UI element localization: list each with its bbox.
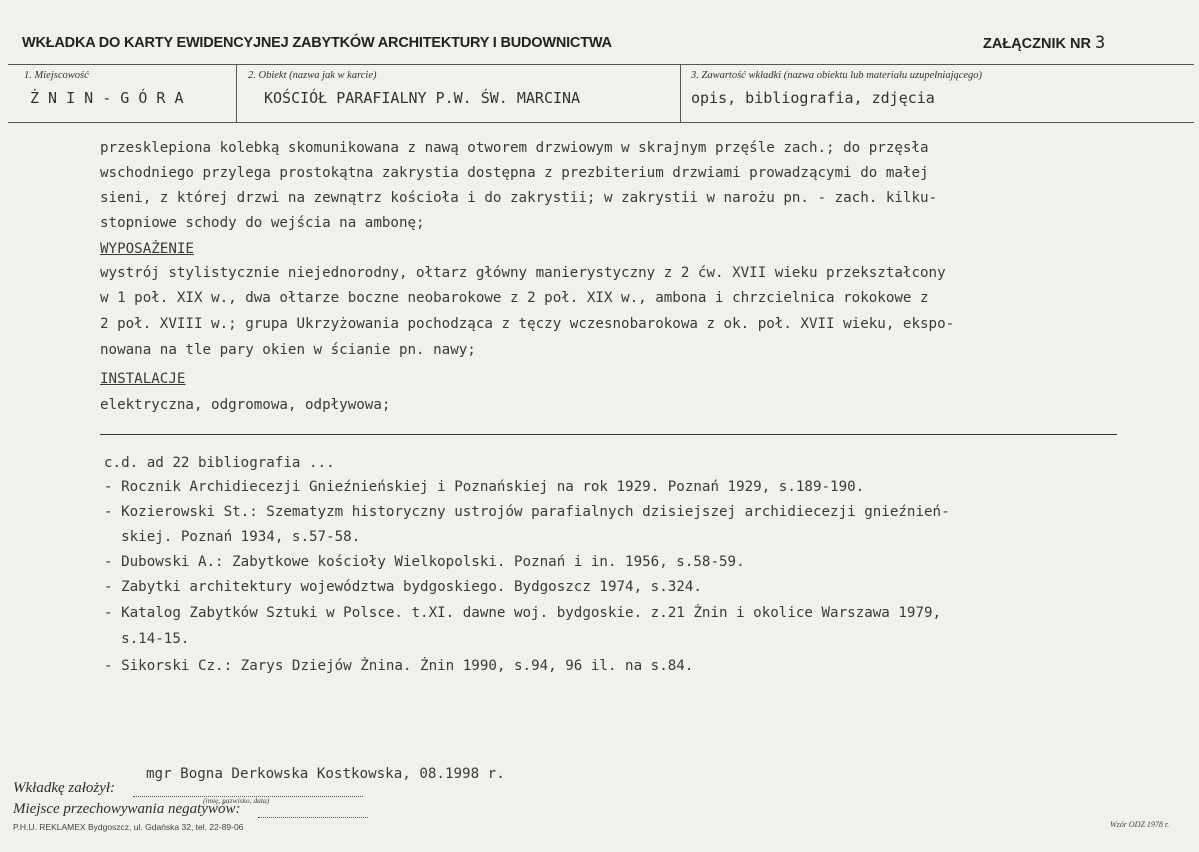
field-divider [680, 64, 681, 122]
object-label: 2. Obiekt (nazwa jak w karcie) [248, 70, 377, 81]
contents-label: 3. Zawartość wkładki (nazwa obiektu lub materiału uzupełniającego) [691, 70, 983, 81]
bibliography-entry: - Rocznik Archidiecezji Gnieźnieńskiej i Poznańskiej na rok 1929. Poznań 1929, s.189-190. [104, 479, 865, 495]
description-line: wschodniego przylega prostokątna zakrystia dostępna z prezbiterium drzwiami prowadzącymi do małej [100, 165, 929, 181]
header-rule-bottom [8, 122, 1194, 123]
bibliography-entry: - Katalog Zabytków Sztuki w Polsce. t.XI. dawne woj. bydgoskie. z.21 Żnin i okolice Warszawa 1979, [104, 605, 942, 621]
description-line: stopniowe schody do wejścia na ambonę; [100, 215, 425, 231]
annex-number [983, 33, 1105, 53]
bibliography-entry: - Dubowski A.: Zabytkowe kościoły Wielkopolski. Poznań i in. 1956, s.58-59. [104, 554, 745, 570]
section-heading-installations: INSTALACJE [100, 371, 186, 387]
author-hint: (imię, nazwisko, data) [203, 796, 270, 805]
locality-value: Ż N I N - G Ó R A [30, 89, 184, 107]
bibliography-entry: - Sikorski Cz.: Zarys Dziejów Żnina. Żnin 1990, s.94, 96 il. na s.84. [104, 658, 694, 674]
annex-label: ZAŁĄCZNIK NR [983, 36, 1091, 52]
description-line: nowana na tle pary okien w ścianie pn. nawy; [100, 342, 476, 358]
bibliography-entry: - Zabytki architektury województwa bydgoskiego. Bydgoszcz 1974, s.324. [104, 579, 702, 595]
section-divider [100, 434, 1117, 435]
negatives-label: Miejsce przechowywania negatywów: [13, 801, 241, 817]
section-heading-equipment: WYPOSAŻENIE [100, 241, 194, 257]
contents-value: opis, bibliografia, zdjęcia [691, 89, 935, 107]
description-line: sieni, z której drzwi na zewnątrz kościoła i do zakrystii; w zakrystii w narożu pn. - zach. kilku- [100, 190, 938, 206]
description-line: elektryczna, odgromowa, odpływowa; [100, 397, 391, 413]
bibliography-intro: c.d. ad 22 bibliografia ... [104, 455, 335, 471]
bibliography-entry: - Kozierowski St.: Szematyzm historyczny ustrojów parafialnych dzisiejszej archidiecezji gnieźnień- [104, 504, 950, 520]
form-title: WKŁADKA DO KARTY EWIDENCYJNEJ ZABYTKÓW ARCHITEKTURY I BUDOWNICTWA [22, 35, 612, 51]
annex-number-value: 3 [1094, 33, 1106, 53]
object-value: KOŚCIÓŁ PARAFIALNY P.W. ŚW. MARCINA [264, 89, 581, 107]
field-divider [236, 64, 237, 122]
description-line: wystrój stylistycznie niejednorodny, ołtarz główny manierystyczny z 2 ćw. XVII wieku przekształcony [100, 265, 946, 281]
description-line: przesklepiona kolebką skomunikowana z nawą otworem drzwiowym w skrajnym przęśle zach.; do przęsła [100, 140, 929, 156]
form-code: Wzór ODZ 1978 r. [1110, 820, 1170, 829]
description-line: 2 poł. XVIII w.; grupa Ukrzyżowania pochodząca z tęczy wczesnobarokowa z ok. poł. XVII wieku, ekspo- [100, 316, 955, 332]
locality-label: 1. Miejscowość [24, 70, 89, 81]
printer-info: P.H.U. REKLAMEX Bydgoszcz, ul. Gdańska 32, tel. 22-89-06 [13, 822, 244, 832]
negatives-dotted-line [258, 816, 368, 818]
bibliography-entry: skiej. Poznań 1934, s.57-58. [104, 529, 361, 545]
author-label: Wkładkę założył: [13, 780, 116, 796]
bibliography-entry: s.14-15. [104, 631, 190, 647]
description-line: w 1 poł. XIX w., dwa ołtarze boczne neobarokowe z 2 poł. XIX w., ambona i chrzcielnica rokokowe z [100, 290, 929, 306]
author-value: mgr Bogna Derkowska Kostkowska, 08.1998 r. [146, 766, 505, 782]
header-rule-top [8, 64, 1194, 65]
